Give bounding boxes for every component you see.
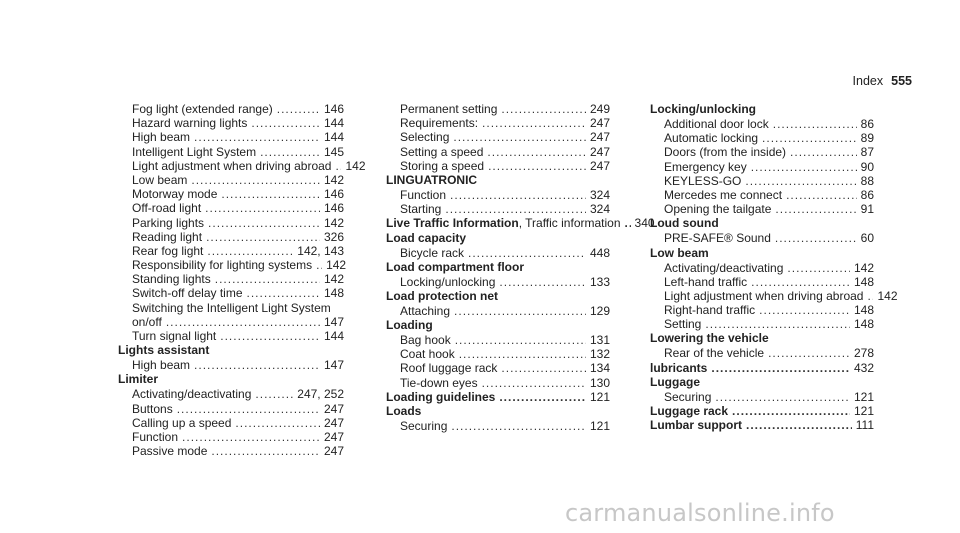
page-reference[interactable]: 146 — [323, 102, 344, 116]
index-entry[interactable] — [118, 116, 344, 130]
index-entry[interactable] — [118, 444, 344, 458]
page-reference[interactable]: 147 — [323, 314, 344, 329]
dot-leader — [205, 201, 320, 215]
page-reference[interactable]: 142 — [323, 172, 344, 187]
index-entry[interactable] — [650, 231, 874, 245]
entry-text: Attaching — [400, 303, 451, 318]
index-entry[interactable] — [386, 188, 610, 202]
dot-leader — [194, 358, 320, 372]
subentry-text: , Traffic information — [518, 216, 621, 231]
index-entry[interactable] — [118, 258, 347, 273]
index-entry[interactable] — [650, 145, 874, 159]
index-entry[interactable] — [118, 286, 344, 300]
entry-text: Left-hand traffic — [664, 274, 748, 289]
index-heading: Locking/unlocking — [650, 102, 757, 116]
index-entry[interactable] — [650, 390, 874, 404]
page-reference[interactable]: 142 — [877, 288, 898, 303]
heading-text: Loading guidelines — [386, 389, 496, 404]
entry-text: Permanent setting — [400, 102, 498, 116]
index-column-3 — [650, 102, 898, 433]
dot-leader — [759, 303, 850, 317]
page-reference[interactable]: 340 — [634, 216, 655, 231]
dot-leader — [715, 390, 850, 404]
dot-leader — [768, 346, 850, 360]
index-heading: Load compartment floor — [386, 259, 525, 274]
dot-leader — [501, 102, 586, 116]
dot-leader — [499, 275, 586, 289]
entry-text: Doors (from the inside) — [664, 145, 787, 160]
page-reference[interactable]: 142 — [323, 215, 344, 230]
dot-leader — [487, 145, 586, 159]
heading-text: Lumbar support — [650, 418, 742, 433]
dot-leader — [775, 202, 856, 216]
dot-leader — [775, 231, 857, 245]
index-heading-entry[interactable] — [650, 418, 874, 432]
dot-leader — [220, 329, 320, 343]
dot-leader — [182, 430, 320, 444]
page-reference[interactable]: 87 — [860, 145, 874, 160]
index-entry[interactable] — [650, 288, 898, 303]
index-heading-entry[interactable] — [650, 361, 874, 375]
dot-leader — [260, 145, 320, 159]
index-entry[interactable] — [386, 333, 610, 347]
page-reference[interactable]: 144 — [323, 130, 344, 145]
dot-leader — [773, 117, 857, 131]
index-entry[interactable] — [118, 387, 344, 401]
entry-text: Storing a speed — [400, 158, 485, 173]
entry-text: Activating/deactivating — [664, 260, 784, 275]
index-heading-entry[interactable] — [386, 390, 610, 404]
index-entry[interactable] — [118, 102, 344, 116]
dot-leader — [177, 402, 320, 416]
page-reference[interactable]: 146 — [323, 201, 344, 216]
page-reference[interactable]: 121 — [589, 419, 610, 433]
page-reference[interactable]: 142 — [345, 158, 366, 173]
index-entry[interactable] — [118, 201, 344, 215]
entry-text: Calling up a speed — [132, 415, 232, 430]
page-reference[interactable]: 60 — [860, 231, 874, 246]
index-entry[interactable] — [650, 346, 874, 360]
index-entry[interactable] — [118, 216, 344, 230]
entry-text: PRE-SAFE® Sound — [664, 231, 771, 246]
entry-text: Responsibility for lighting systems — [132, 258, 313, 273]
entry-text: Tie-down eyes — [400, 375, 478, 390]
dot-leader — [277, 102, 320, 116]
index-entry[interactable] — [386, 159, 610, 173]
entry-text: Requirements: — [400, 116, 479, 131]
page-reference[interactable]: 142 — [853, 260, 874, 275]
entry-text: Parking lights — [132, 215, 205, 230]
index-entry[interactable] — [650, 317, 874, 331]
index-heading: Load capacity — [386, 230, 467, 245]
dot-leader — [194, 130, 320, 144]
dot-leader — [255, 387, 293, 401]
entry-text: Function — [400, 187, 447, 202]
page-reference[interactable]: 129 — [589, 303, 610, 318]
index-entry[interactable] — [386, 102, 610, 116]
index-entry[interactable] — [386, 116, 610, 130]
page-reference[interactable]: 91 — [860, 202, 874, 217]
dot-leader — [206, 230, 320, 244]
index-entry[interactable] — [386, 361, 610, 375]
index-heading-entry[interactable] — [386, 216, 655, 231]
entry-text: Rear fog light — [132, 243, 204, 258]
page-reference[interactable]: 111 — [855, 418, 874, 433]
dot-leader — [488, 159, 586, 173]
entry-text: Turn signal light — [132, 329, 217, 343]
dot-leader — [451, 419, 586, 433]
page-reference[interactable]: 247, 252 — [297, 387, 344, 402]
dot-leader — [221, 187, 320, 201]
entry-text: Roof luggage rack — [400, 361, 498, 376]
dot-leader — [211, 444, 320, 458]
dot-leader — [445, 202, 586, 216]
page-reference[interactable]: 247 — [323, 429, 344, 444]
entry-text: Right-hand traffic — [664, 303, 756, 318]
index-entry[interactable] — [650, 261, 874, 275]
page-reference[interactable]: 247 — [589, 116, 610, 131]
section-label: Index — [852, 74, 884, 88]
index-column-1 — [118, 102, 366, 459]
dot-leader — [711, 361, 850, 375]
index-heading: Loading — [386, 318, 433, 333]
entry-text: Bicycle rack — [400, 245, 465, 260]
dot-leader — [208, 216, 320, 230]
dot-leader — [482, 116, 586, 130]
dot-leader — [455, 333, 586, 347]
heading-text: lubricants — [650, 360, 708, 375]
index-column-2 — [386, 102, 655, 433]
dot-leader — [787, 261, 850, 275]
page-reference[interactable]: 324 — [589, 202, 610, 217]
entry-text: Buttons — [132, 401, 173, 416]
entry-text: on/off — [132, 314, 162, 329]
page-reference[interactable]: 247 — [323, 444, 344, 459]
entry-text: Standing lights — [132, 272, 211, 287]
index-heading: Low beam — [650, 245, 709, 260]
entry-text: Bag hook — [400, 333, 451, 348]
dot-leader — [482, 376, 586, 390]
dot-leader — [468, 246, 586, 260]
entry-text: Motorway mode — [132, 187, 218, 202]
index-heading: Limiter — [118, 372, 159, 387]
dot-leader — [453, 130, 586, 144]
dot-leader — [450, 188, 586, 202]
entry-text: Light adjustment when driving abroad — [132, 158, 332, 173]
entry-text: Switch-off delay time — [132, 286, 243, 301]
entry-text: Reading light — [132, 229, 203, 244]
index-entry[interactable] — [118, 430, 344, 444]
page-reference[interactable]: 142 — [326, 258, 347, 273]
index-heading: Lowering the vehicle — [650, 331, 769, 346]
entry-text: Off-road light — [132, 201, 202, 216]
index-entry[interactable] — [386, 130, 610, 144]
entry-text: Passive mode — [132, 444, 208, 459]
page-reference[interactable]: 326 — [323, 229, 344, 244]
index-entry[interactable] — [386, 246, 610, 260]
index-entry[interactable] — [386, 419, 610, 433]
index-entry[interactable] — [386, 376, 610, 390]
dot-leader — [501, 361, 586, 375]
entry-text: Fog light (extended range) — [132, 102, 273, 116]
dot-leader — [790, 145, 857, 159]
page-reference[interactable]: 249 — [589, 102, 610, 116]
index-entry[interactable] — [650, 131, 874, 145]
page-reference[interactable]: 148 — [853, 317, 874, 332]
index-entry[interactable] — [118, 358, 344, 372]
index-entry[interactable] — [650, 174, 874, 188]
page-reference[interactable]: 247 — [323, 415, 344, 430]
index-entry[interactable] — [386, 145, 610, 159]
dot-leader — [751, 275, 850, 289]
heading-text: Live Traffic Information — [386, 216, 519, 231]
page-reference[interactable]: 133 — [589, 274, 610, 289]
index-entry[interactable] — [118, 173, 344, 187]
page-reference[interactable]: 148 — [853, 274, 874, 289]
index-entry[interactable] — [118, 402, 344, 416]
entry-text: Securing — [664, 389, 712, 404]
dot-leader — [215, 272, 320, 286]
page-reference[interactable]: 247 — [589, 130, 610, 145]
page-reference[interactable]: 247 — [589, 158, 610, 173]
index-heading: Loads — [386, 404, 422, 418]
entry-text: Mercedes me connect — [664, 187, 783, 202]
index-entry[interactable] — [650, 202, 874, 216]
dot-leader — [251, 116, 320, 130]
heading-text: Luggage rack — [650, 404, 729, 418]
index-entry[interactable] — [118, 158, 366, 173]
page-reference[interactable]: 89 — [860, 131, 874, 146]
dot-leader — [207, 244, 293, 258]
page-reference[interactable]: 121 — [853, 404, 874, 418]
page-reference[interactable]: 148 — [323, 286, 344, 301]
index-entry[interactable] — [386, 304, 610, 318]
page-reference[interactable]: 142 — [323, 272, 344, 287]
page-reference[interactable]: 131 — [589, 333, 610, 348]
index-heading: Load protection net — [386, 288, 498, 303]
page-reference[interactable]: 324 — [589, 187, 610, 202]
index-heading: Luggage — [650, 374, 700, 389]
index-entry[interactable] — [118, 244, 344, 258]
entry-text: Rear of the vehicle — [664, 346, 765, 361]
dot-leader — [867, 289, 873, 303]
dot-leader — [499, 390, 586, 404]
index-entry[interactable] — [118, 230, 344, 244]
dot-leader — [732, 404, 850, 418]
page-reference[interactable]: 121 — [589, 389, 610, 404]
index-entry[interactable] — [118, 329, 344, 343]
index-entry[interactable] — [118, 145, 344, 159]
dot-leader — [166, 315, 320, 329]
index-entry[interactable] — [386, 275, 610, 289]
entry-text: Function — [132, 429, 179, 444]
index-entry[interactable] — [650, 303, 874, 317]
entry-text: Hazard warning lights — [132, 116, 248, 131]
entry-text: Emergency key — [664, 159, 747, 174]
dot-leader — [454, 304, 586, 318]
page-reference[interactable]: 278 — [853, 346, 874, 361]
entry-text: High beam — [132, 130, 191, 145]
entry-text: Selecting — [400, 130, 450, 145]
entry-text: Securing — [400, 419, 448, 433]
page-reference[interactable]: 146 — [323, 187, 344, 202]
dot-leader — [762, 131, 857, 145]
index-entry[interactable] — [118, 187, 344, 201]
dot-leader — [335, 159, 341, 173]
page-reference[interactable]: 148 — [853, 303, 874, 318]
entry-text: Setting — [664, 317, 702, 332]
index-entry[interactable] — [118, 130, 344, 144]
dot-leader — [316, 258, 322, 272]
index-entry[interactable] — [386, 202, 610, 216]
page-reference[interactable]: 147 — [323, 358, 344, 373]
index-entry[interactable] — [650, 160, 874, 174]
index-entry[interactable] — [650, 117, 874, 131]
entry-text: Light adjustment when driving abroad — [664, 288, 864, 303]
index-entry[interactable] — [650, 275, 874, 289]
entry-text: Intelligent Light System — [132, 144, 257, 159]
page-reference[interactable]: 86 — [860, 187, 874, 202]
page-reference[interactable]: 121 — [853, 389, 874, 404]
entry-text: Activating/deactivating — [132, 387, 252, 402]
entry-text: Starting — [400, 202, 442, 217]
page-reference[interactable]: 132 — [589, 347, 610, 362]
entry-text: High beam — [132, 358, 191, 373]
page-header — [853, 74, 912, 88]
dot-leader — [705, 317, 850, 331]
index-entry[interactable] — [650, 188, 874, 202]
dot-leader — [459, 347, 586, 361]
index-entry[interactable] — [386, 347, 610, 361]
page-reference[interactable]: 86 — [860, 117, 874, 131]
entry-text: Setting a speed — [400, 144, 484, 159]
page-reference[interactable]: 247 — [323, 401, 344, 416]
page-reference[interactable]: 130 — [589, 375, 610, 390]
index-heading-entry[interactable] — [650, 404, 874, 418]
entry-text: Additional door lock — [664, 117, 769, 131]
page-reference[interactable]: 134 — [589, 361, 610, 376]
index-heading: Loud sound — [650, 216, 719, 231]
entry-text: Locking/unlocking — [400, 274, 496, 289]
index-entry[interactable] — [118, 315, 344, 329]
index-entry-continued: Switching the Intelligent Light System — [132, 300, 331, 315]
dot-leader — [786, 188, 857, 202]
page-reference[interactable]: 247 — [589, 144, 610, 159]
dot-leader — [746, 418, 852, 432]
dot-leader — [191, 173, 320, 187]
dot-leader — [247, 286, 320, 300]
page-number: 555 — [891, 74, 912, 88]
page-reference[interactable]: 144 — [323, 116, 344, 131]
page-reference[interactable]: 145 — [323, 144, 344, 159]
page-reference[interactable]: 90 — [860, 159, 874, 174]
watermark: carmanualsonline.info — [565, 499, 835, 527]
index-heading: LINGUATRONIC — [386, 172, 478, 187]
index-entry[interactable] — [118, 416, 344, 430]
page-reference[interactable]: 88 — [860, 173, 874, 188]
dot-leader — [625, 216, 631, 230]
page-reference[interactable]: 432 — [853, 360, 874, 375]
entry-text: Low beam — [132, 172, 188, 187]
entry-text: Automatic locking — [664, 131, 759, 146]
entry-text: KEYLESS-GO — [664, 173, 742, 188]
entry-text: Opening the tailgate — [664, 202, 772, 217]
page-reference[interactable]: 448 — [589, 245, 610, 260]
entry-text: Coat hook — [400, 347, 455, 362]
dot-leader — [751, 160, 857, 174]
page-reference[interactable]: 142, 143 — [297, 243, 344, 258]
index-entry[interactable] — [118, 272, 344, 286]
page-reference[interactable]: 144 — [323, 329, 344, 343]
dot-leader — [745, 174, 856, 188]
index-heading: Lights assistant — [118, 343, 210, 358]
dot-leader — [235, 416, 320, 430]
